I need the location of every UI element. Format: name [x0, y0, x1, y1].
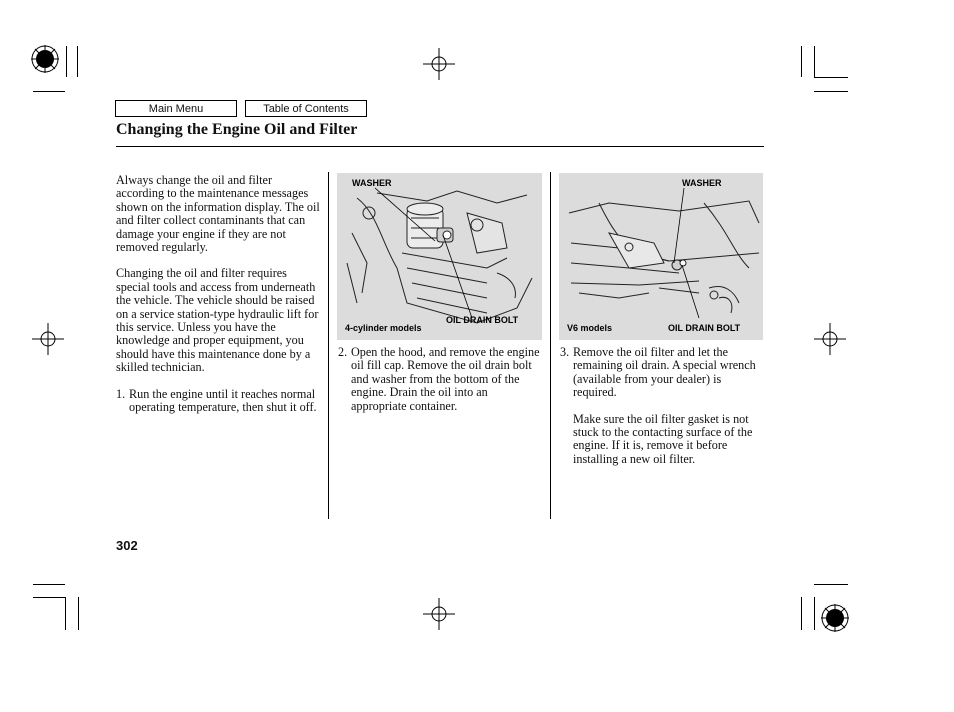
page-number: 302 — [116, 538, 138, 553]
washer-label: WASHER — [352, 178, 392, 188]
step-3 — [560, 346, 764, 466]
step-text: Open the hood, and remove the engine oil fill cap. Remove the oil drain bolt and washer from the bottom of the engine. Drain the oil into an appropriate container. — [351, 345, 540, 413]
step-number: 3. — [560, 345, 570, 359]
step-number: 2. — [338, 345, 348, 359]
column-right — [560, 346, 764, 466]
crop-mark — [33, 597, 65, 598]
engine-illustration-v6 — [559, 173, 763, 340]
service-paragraph: Changing the oil and filter requires special tools and access from underneath the vehicle. The vehicle should be raised on a service station-type hydraulic lift for this service. Unless you have the knowledge and proper equipment, you should have this maintenance done by a skilled technician. — [116, 266, 319, 375]
figure-4-cylinder — [337, 173, 542, 340]
crop-mark — [65, 597, 66, 630]
crosshair-icon — [814, 323, 846, 355]
column-divider — [328, 172, 329, 519]
crosshair-icon — [32, 323, 64, 355]
registration-starburst-icon — [30, 44, 60, 74]
column-divider — [550, 172, 551, 519]
column-middle — [338, 346, 542, 413]
step-2 — [338, 346, 542, 413]
table-of-contents-button[interactable]: Table of Contents — [245, 100, 367, 117]
main-menu-button[interactable]: Main Menu — [115, 100, 237, 117]
figure-v6 — [559, 173, 763, 340]
oil-drain-bolt-label: OIL DRAIN BOLT — [446, 315, 519, 325]
step-3-instruction: Remove the oil filter and let the remaining oil drain. A special wrench (available from your dealer) is required. — [573, 345, 756, 400]
step-1 — [116, 388, 320, 415]
washer-label: WASHER — [682, 178, 722, 188]
title-divider — [116, 146, 764, 147]
crosshair-icon — [423, 48, 455, 80]
crop-mark — [814, 91, 848, 92]
page-title: Changing the Engine Oil and Filter — [116, 121, 358, 138]
crop-mark — [78, 597, 79, 630]
crop-mark — [33, 91, 65, 92]
crop-mark — [814, 77, 848, 78]
model-label: 4-cylinder models — [345, 323, 422, 333]
crosshair-icon — [423, 598, 455, 630]
intro-paragraph: Always change the oil and filter according to the maintenance messages shown on the information display. The oil and filter collect contaminants that can damage your engine if they are not removed regularly. — [116, 173, 320, 255]
model-label: V6 models — [567, 323, 613, 333]
crop-mark — [77, 46, 78, 77]
step-3-note: Make sure the oil filter gasket is not stuck to the contacting surface of the engine. If it is, remove it before installing a new oil filter. — [573, 411, 753, 466]
crop-mark — [33, 584, 65, 585]
crop-mark — [66, 46, 67, 77]
step-number: 1. — [116, 386, 126, 401]
crop-mark — [814, 46, 815, 77]
crop-mark — [801, 46, 802, 77]
crop-mark — [801, 597, 802, 630]
step-text — [573, 346, 764, 466]
registration-starburst-icon — [820, 603, 850, 633]
crop-mark — [814, 597, 815, 630]
step-text: Run the engine until it reaches normal operating temperature, then shut it off. — [129, 386, 317, 415]
crop-mark — [814, 584, 848, 585]
column-left — [116, 174, 320, 415]
oil-drain-bolt-label: OIL DRAIN BOLT — [668, 323, 741, 333]
